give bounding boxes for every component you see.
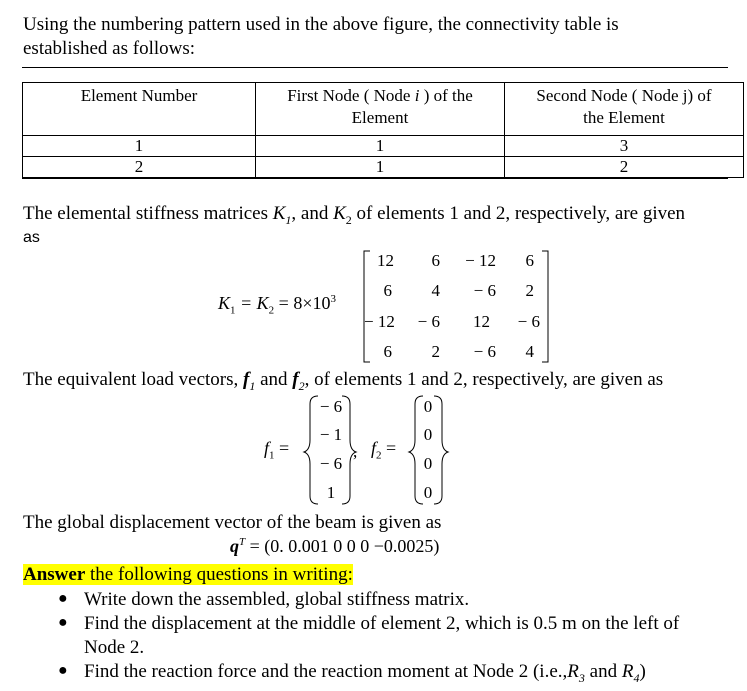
f1-entry: − 6 bbox=[319, 397, 343, 416]
bullet-icon: ● bbox=[58, 662, 68, 679]
f2-entry: 0 bbox=[423, 397, 433, 416]
stiffness-line-1: The elemental stiffness matrices $K_1$, and $K_2$ of elements 1 and 2, respectively, are given bbox=[23, 203, 686, 227]
f2-entry: 0 bbox=[423, 483, 433, 502]
table-cell: 2 bbox=[505, 157, 744, 178]
table-cell: 2 bbox=[23, 157, 256, 178]
matrix-cell: − 6 bbox=[517, 312, 540, 331]
matrix-cell: − 12 bbox=[364, 312, 395, 331]
intro-line-1: Using the numbering pattern used in the above figure, the connectivity table is bbox=[23, 14, 619, 35]
question-2-line-2: Node 2. bbox=[84, 637, 145, 658]
matrix-cell: 6 bbox=[383, 342, 392, 361]
matrix-cell: − 12 bbox=[465, 251, 496, 270]
table-cell: 3 bbox=[505, 136, 744, 157]
loads-line: The equivalent load vectors, $f_1$ and $f_2$, of elements 1 and 2, respectively, are given as bbox=[23, 369, 664, 393]
displacement-line: The global displacement vector of the beam is given as bbox=[23, 512, 442, 533]
f2-entry: 0 bbox=[423, 425, 433, 444]
matrix-cell: 4 bbox=[525, 342, 534, 361]
f1-entry: − 6 bbox=[319, 454, 343, 473]
question-2-line-1: Find the displacement at the middle of element 2, which is 0.5 m on the left of bbox=[84, 613, 680, 634]
intro-line-2: established as follows: bbox=[23, 38, 196, 59]
f1-label: $f_1$ = bbox=[264, 438, 290, 462]
f2-entry: 0 bbox=[423, 454, 433, 473]
stiffness-equation-lhs: $K_1 = K_2 = 8\times 10^3$ bbox=[218, 293, 336, 317]
vector-separator: , bbox=[353, 442, 358, 461]
f1-entry: 1 bbox=[326, 483, 336, 502]
matrix-cell: 2 bbox=[431, 342, 440, 361]
matrix-cell: 6 bbox=[383, 281, 392, 300]
header-second-node: Second Node ( Node j) of the Element bbox=[505, 83, 744, 136]
question-1: Write down the assembled, global stiffness matrix. bbox=[84, 589, 470, 610]
f2-label: $f_2$ = bbox=[371, 438, 397, 462]
question-3: Find the reaction force and the reaction moment at Node 2 ($i.e.,R_3$ and $R_4$) bbox=[84, 661, 646, 685]
stiffness-line-2: as bbox=[23, 229, 40, 246]
header-first-node: First Node ( Node i ) of the Element bbox=[256, 83, 505, 136]
matrix-cell: − 6 bbox=[473, 342, 496, 361]
matrix-cell: 6 bbox=[525, 251, 534, 270]
matrix-cell: 12 bbox=[473, 312, 490, 331]
displacement-equation: $q^T = (0$. 0.001 0 0 0 −0.0025) bbox=[230, 536, 440, 556]
table-cell: 1 bbox=[256, 157, 505, 178]
matrix-cell: 6 bbox=[431, 251, 440, 270]
matrix-cell: 4 bbox=[431, 281, 440, 300]
f1-entry: − 1 bbox=[319, 425, 343, 444]
matrix-cell: 12 bbox=[377, 251, 394, 270]
matrix-cell: − 6 bbox=[473, 281, 496, 300]
matrix-cell: − 6 bbox=[417, 312, 440, 331]
bullet-icon: ● bbox=[58, 590, 68, 607]
table-cell: 1 bbox=[23, 136, 256, 157]
answer-heading: Answer the following questions in writing: bbox=[23, 564, 353, 585]
header-element-number: Element Number bbox=[23, 83, 256, 136]
bullet-icon: ● bbox=[58, 614, 68, 631]
table-cell: 1 bbox=[256, 136, 505, 157]
matrix-cell: 2 bbox=[525, 281, 534, 300]
